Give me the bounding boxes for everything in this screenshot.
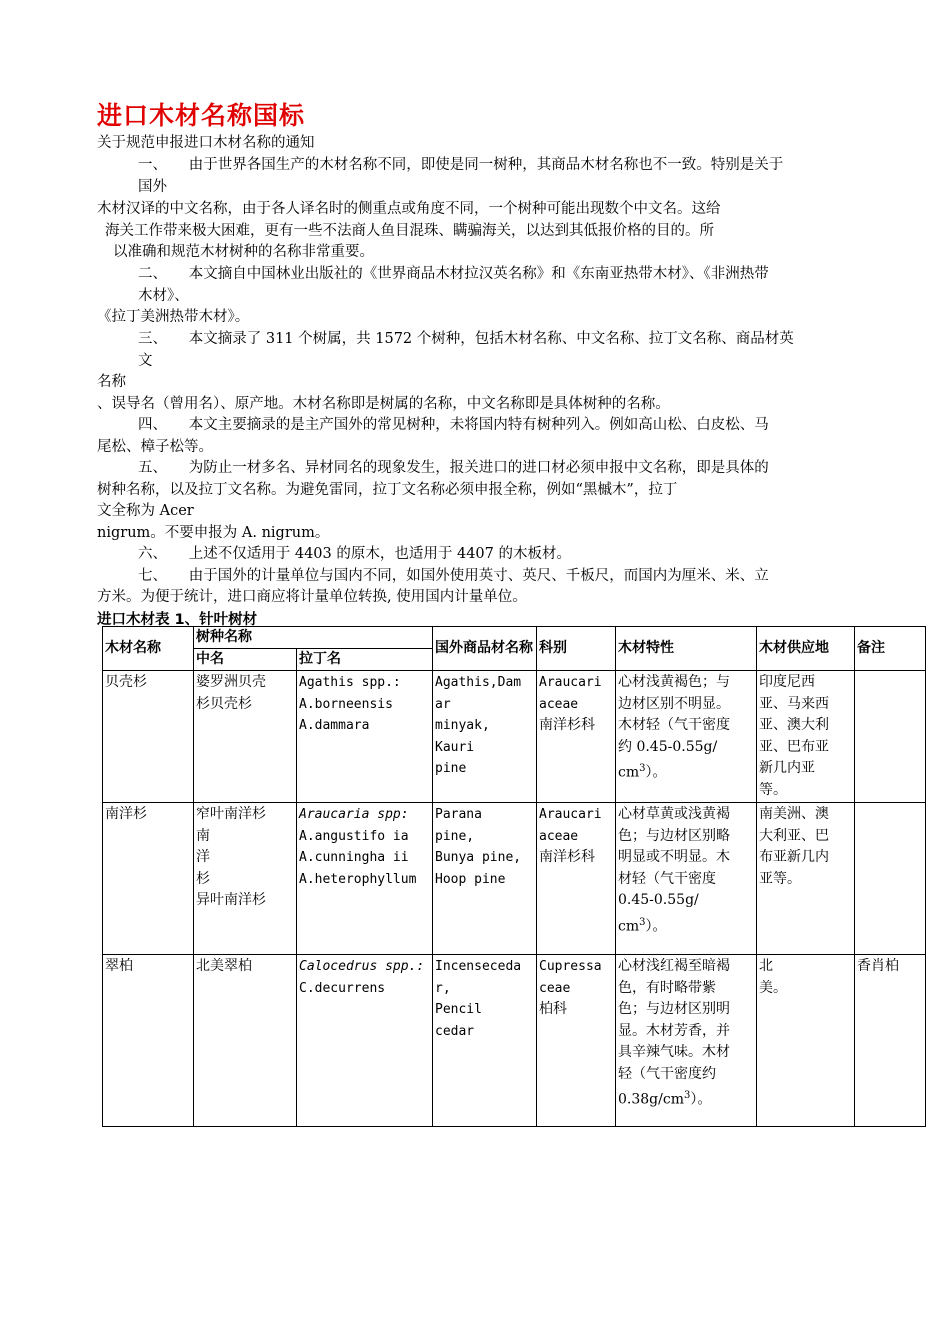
- cell-foreign: Parana pine, Bunya pine, Hoop pine: [433, 803, 537, 955]
- notice-subtitle: 关于规范申报进口木材名称的通知: [97, 135, 315, 151]
- cell-properties: 心材浅红褐至暗褐 色，有时略带紫 色；与边材区别明 显。木材芳香，并 具辛辣气味。木材 轻（气干密度约 $0.38g/cm^3$）。: [616, 955, 757, 1127]
- para-4-line-1: 四、 本文主要摘录的是主产国外的常见树种，未将国内特有树种列入。例如高山松、白皮松、马: [138, 417, 769, 433]
- para-1-line-4: 海关工作带来极大困难，更有一些不法商人鱼目混珠、瞒骗海关，以达到其低报价格的目的。所: [105, 223, 714, 239]
- header-wood-name: 木材名称: [103, 627, 194, 671]
- cell-foreign: Agathis,Dam ar minyak, Kauri pine: [433, 671, 537, 803]
- para-3-line-4: 、误导名（曾用名）、原产地。木材名称即是树属的名称，中文名称即是具体树种的名称。: [97, 396, 670, 412]
- para-3-line-3: 名称: [97, 374, 126, 390]
- table-row: [103, 803, 926, 955]
- cell-supply: 南美洲、澳 大利亚、巴 布亚新几内 亚等。: [757, 803, 855, 955]
- cell-foreign: Incenseceda r, Pencil cedar: [433, 955, 537, 1127]
- cell-family: Araucari aceae 南洋杉科: [537, 803, 616, 955]
- cell-family: Cupressa ceae 柏科: [537, 955, 616, 1127]
- header-supply: 木材供应地: [757, 627, 855, 671]
- para-5-line-4: nigrum。不要申报为 A. nigrum。: [97, 525, 330, 541]
- cell-wood: 南洋杉: [103, 803, 194, 955]
- para-7-line-1: 七、 由于国外的计量单位与国内不同，如国外使用英寸、英尺、千板尺，而国内为厘米、米、立: [138, 568, 769, 584]
- para-3-line-2: 文: [138, 353, 153, 369]
- header-family: 科别: [537, 627, 616, 671]
- cell-family: Araucari aceae 南洋杉科: [537, 671, 616, 803]
- para-5-line-2: 树种名称，以及拉丁文名称。为避免雷同，拉丁文名称必须申报全称，例如“黑槭木”，拉丁: [97, 482, 678, 498]
- cell-wood: 翠柏: [103, 955, 194, 1127]
- para-7-line-2: 方米。为便于统计，进口商应将计量单位转换, 使用国内计量单位。: [97, 589, 527, 605]
- cell-latin: Calocedrus spp.: C.decurrens: [297, 955, 433, 1127]
- cell-properties: 心材草黄或浅黄褐 色；与边材区别略 明显或不明显。木 材轻（气干密度 0.45-0.55g/ $cm^3$）。: [616, 803, 757, 955]
- para-3-line-1: 三、 本文摘录了 311 个树属，共 1572 个树种，包括木材名称、中文名称、拉丁文名称、商品材英: [138, 331, 794, 347]
- header-species-name: 树种名称: [194, 627, 433, 649]
- cell-cn: 北美翠柏: [194, 955, 297, 1127]
- table-title: 进口木材表 1、针叶树材: [97, 612, 258, 628]
- header-foreign-name: 国外商品材名称: [433, 627, 537, 671]
- cell-supply: 印度尼西 亚、马来西 亚、澳大利 亚、巴布亚 新几内亚 等。: [757, 671, 855, 803]
- cell-remark: [855, 671, 926, 803]
- table-row: [103, 671, 926, 803]
- para-1-line-2: 国外: [138, 179, 167, 195]
- cell-wood: 贝壳杉: [103, 671, 194, 803]
- cell-properties: 心材浅黄褐色；与 边材区别不明显。 木材轻（气干密度 约 0.45-0.55g/ $cm^3$）。: [616, 671, 757, 803]
- page-title: 进口木材名称国标: [97, 101, 306, 130]
- table-row: [103, 955, 926, 1127]
- para-6-line-1: 六、 上述不仅适用于 4403 的原木，也适用于 4407 的木板材。: [138, 546, 571, 562]
- header-cn-name: 中名: [194, 649, 297, 671]
- cell-remark: [855, 803, 926, 955]
- para-5-line-3: 文全称为 Acer: [97, 503, 194, 519]
- para-2-line-3: 《拉丁美洲热带木材》。: [97, 309, 250, 325]
- cell-supply: 北 美。: [757, 955, 855, 1127]
- cell-remark: 香肖柏: [855, 955, 926, 1127]
- para-2-line-2: 木材》、: [138, 288, 189, 304]
- para-2-line-1: 二、 本文摘自中国林业出版社的《世界商品木材拉汉英名称》和《东南亚热带木材》、《非洲热带: [138, 266, 769, 282]
- wood-table: [102, 626, 926, 1127]
- para-5-line-1: 五、 为防止一材多名、异材同名的现象发生，报关进口的进口材必须申报中文名称，即是具体的: [138, 460, 769, 476]
- cell-latin: Agathis spp.: A.borneensis A.dammara: [297, 671, 433, 803]
- para-1-line-3: 木材汉译的中文名称，由于各人译名时的侧重点或角度不同，一个树种可能出现数个中文名。这给: [97, 201, 721, 217]
- cell-cn: 婆罗洲贝壳 杉贝壳杉: [194, 671, 297, 803]
- cell-latin: Araucaria spp: A.angustifo ia A.cunningha ii A.heterophyllum: [297, 803, 433, 955]
- header-latin-name: 拉丁名: [297, 649, 433, 671]
- header-remark: 备注: [855, 627, 926, 671]
- para-4-line-2: 尾松、樟子松等。: [97, 439, 213, 455]
- para-1-line-5: 以准确和规范木材树种的名称非常重要。: [113, 244, 374, 260]
- cell-cn: 窄叶南洋杉 南 洋 杉 异叶南洋杉: [194, 803, 297, 955]
- para-1-line-1: 一、 由于世界各国生产的木材名称不同，即使是同一树种，其商品木材名称也不一致。特别是关于: [138, 157, 784, 173]
- header-properties: 木材特性: [616, 627, 757, 671]
